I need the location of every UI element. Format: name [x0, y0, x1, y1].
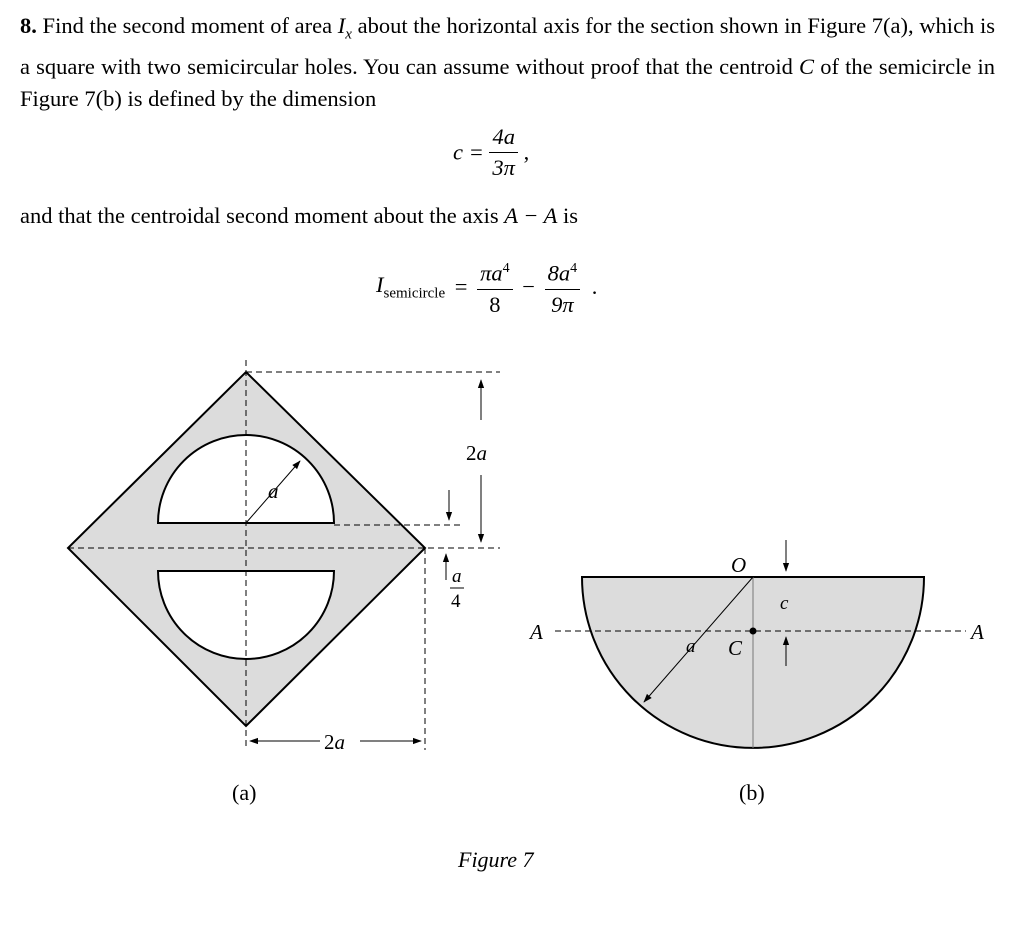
eq2-num2-exp: 4	[570, 261, 578, 276]
centroid-symbol: C	[799, 53, 815, 79]
label-A-left: A	[530, 620, 543, 644]
axis-label: A − A	[504, 203, 558, 228]
problem-text-a: Find the second moment of area	[36, 13, 338, 38]
line2-text: and that the centroidal second moment about the axis	[20, 203, 505, 228]
label-a-fig-b: a	[686, 636, 696, 657]
figure-a	[68, 360, 500, 805]
label-c: c	[780, 593, 789, 614]
label-a4-numerator: a	[452, 566, 462, 587]
problem-text-c: of the semicircle in Figure 7(b) is defined by the dimension	[20, 53, 995, 111]
figure-b	[528, 540, 984, 805]
centroid-point	[750, 628, 757, 635]
eq1-comma: ,	[523, 139, 530, 165]
ix-subscript: x	[345, 26, 352, 43]
eq2-num1: πa	[480, 260, 503, 286]
eq1-denominator: 3π	[492, 155, 515, 180]
label-C: C	[728, 636, 743, 660]
figure-caption: Figure 7	[458, 847, 534, 872]
eq2-den1: 8	[489, 291, 501, 317]
ix-symbol: I	[337, 13, 346, 38]
eq1-lhs: c =	[453, 139, 484, 165]
label-a-fig-a: a	[268, 479, 279, 503]
eq2-equals: =	[454, 273, 468, 299]
eq2-num2: 8a	[547, 260, 571, 286]
line2-tail: is	[557, 203, 578, 228]
label-O: O	[731, 553, 747, 577]
eq2-minus: −	[522, 273, 535, 299]
caption-a: (a)	[232, 780, 257, 805]
eq2-period: .	[591, 273, 598, 299]
label-a4-denominator: 4	[451, 591, 461, 612]
label-2a-horizontal: 2a	[324, 730, 345, 754]
eq2-lhs-sub: semicircle	[383, 285, 446, 301]
eq2-lhs-I: I	[376, 271, 384, 297]
label-A-right: A	[971, 620, 984, 644]
caption-b: (b)	[739, 780, 765, 805]
problem-text-b: about the horizontal axis for the section shown in Figure 7(a), which is a square with two semicircular holes. You can assume without proof that the centroid	[20, 13, 995, 79]
label-2a-vertical: 2a	[466, 441, 487, 465]
eq2-num1-exp: 4	[502, 261, 510, 276]
problem-number: 8.	[20, 13, 37, 38]
eq1-numerator: 4a	[489, 122, 518, 153]
eq2-den2: 9π	[551, 291, 574, 317]
